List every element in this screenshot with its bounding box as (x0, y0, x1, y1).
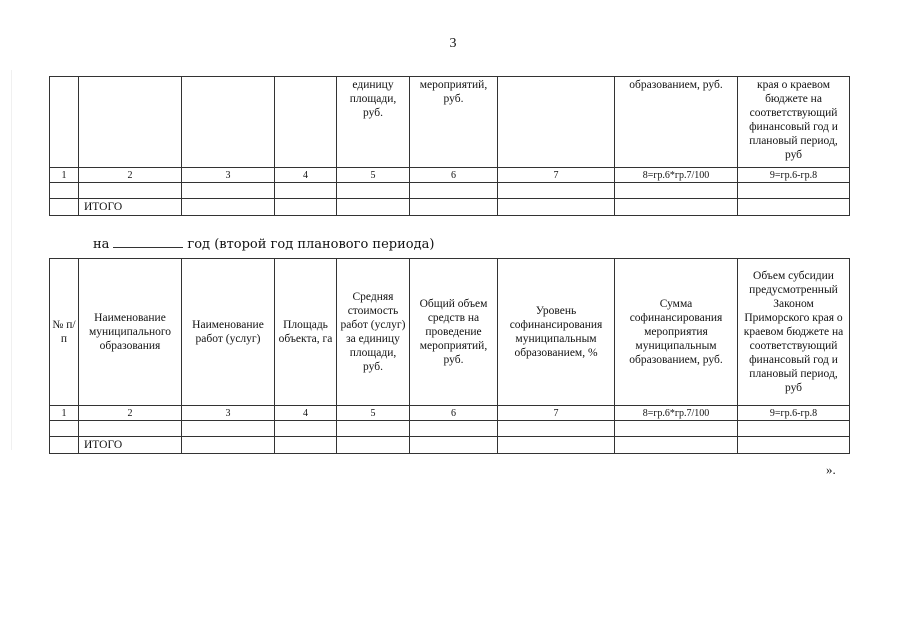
empty-cell (410, 183, 498, 199)
column-number-row (50, 168, 850, 183)
col-number-3: 3 (182, 406, 275, 421)
empty-cell (498, 199, 615, 216)
empty-cell (615, 437, 738, 454)
col-number-6: 6 (410, 168, 498, 183)
empty-row (50, 421, 850, 437)
col-number-3: 3 (182, 168, 275, 183)
heading-suffix: год (второй год планового периода) (187, 237, 435, 252)
col-header-8: Сумма софинансирования мероприятия муниципальным образованием, руб. (615, 259, 738, 406)
col-header-8: образованием, руб. (615, 77, 738, 168)
col-header-7: Уровень софинансирования муниципальным образованием, % (498, 259, 615, 406)
total-row (50, 437, 850, 454)
empty-cell (410, 199, 498, 216)
year-blank-line (113, 236, 183, 248)
col-number-5: 5 (337, 168, 410, 183)
empty-cell (337, 199, 410, 216)
col-number-2: 2 (79, 406, 182, 421)
empty-cell (337, 421, 410, 437)
header-row (50, 259, 850, 406)
col-header-1: № п/п (50, 259, 79, 406)
col-header-5: Средняя стоимость работ (услуг) за единицу площади, руб. (337, 259, 410, 406)
col-number-6: 6 (410, 406, 498, 421)
empty-cell (275, 437, 337, 454)
empty-cell (410, 437, 498, 454)
col-number-9: 9=гр.6-гр.8 (738, 406, 850, 421)
empty-cell (615, 199, 738, 216)
col-header-7 (498, 77, 615, 168)
col-number-8: 8=гр.6*гр.7/100 (615, 168, 738, 183)
col-number-7: 7 (498, 406, 615, 421)
col-number-7: 7 (498, 168, 615, 183)
empty-cell (50, 421, 79, 437)
col-header-4 (275, 77, 337, 168)
col-header-4: Площадь объекта, га (275, 259, 337, 406)
subsidy-table-second-year (49, 258, 850, 454)
col-header-9: края о краевом бюджете на соответствующий финансовый год и плановый период, руб (738, 77, 850, 168)
total-label: ИТОГО (79, 437, 182, 454)
total-label: ИТОГО (79, 199, 182, 216)
col-header-2: Наименование муниципального образования (79, 259, 182, 406)
empty-cell (410, 421, 498, 437)
empty-cell (337, 183, 410, 199)
empty-cell (182, 421, 275, 437)
empty-cell (738, 421, 850, 437)
empty-cell (275, 199, 337, 216)
col-number-2: 2 (79, 168, 182, 183)
empty-cell (615, 421, 738, 437)
empty-cell (182, 437, 275, 454)
section-heading (93, 236, 434, 252)
empty-cell (275, 421, 337, 437)
col-number-4: 4 (275, 168, 337, 183)
scan-edge-mark (11, 70, 12, 450)
total-row (50, 199, 850, 216)
header-row (50, 77, 850, 168)
empty-cell (50, 183, 79, 199)
col-header-2 (79, 77, 182, 168)
empty-cell (182, 199, 275, 216)
page-number: 3 (449, 36, 457, 51)
empty-cell (50, 199, 79, 216)
empty-cell (498, 183, 615, 199)
col-header-1 (50, 77, 79, 168)
col-number-1: 1 (50, 168, 79, 183)
empty-cell (738, 199, 850, 216)
empty-row (50, 183, 850, 199)
empty-cell (50, 437, 79, 454)
empty-cell (738, 183, 850, 199)
empty-cell (498, 421, 615, 437)
col-number-8: 8=гр.6*гр.7/100 (615, 406, 738, 421)
col-header-6: мероприятий, руб. (410, 77, 498, 168)
col-header-3 (182, 77, 275, 168)
empty-cell (275, 183, 337, 199)
empty-cell (182, 183, 275, 199)
col-number-9: 9=гр.6-гр.8 (738, 168, 850, 183)
empty-cell (738, 437, 850, 454)
subsidy-table-continued (49, 76, 850, 216)
col-header-3: Наименование работ (услуг) (182, 259, 275, 406)
col-header-6: Общий объем средств на проведение мероприятий, руб. (410, 259, 498, 406)
empty-cell (79, 183, 182, 199)
heading-prefix: на (93, 237, 110, 252)
col-number-4: 4 (275, 406, 337, 421)
column-number-row (50, 406, 850, 421)
col-number-5: 5 (337, 406, 410, 421)
col-header-5: единицу площади, руб. (337, 77, 410, 168)
empty-cell (498, 437, 615, 454)
empty-cell (337, 437, 410, 454)
empty-cell (615, 183, 738, 199)
empty-cell (79, 421, 182, 437)
col-number-1: 1 (50, 406, 79, 421)
closing-quote-mark: ». (826, 462, 836, 477)
col-header-9: Объем субсидии предусмотренный Законом Приморского края о краевом бюджете на соответствующий финансовый год и плановый период, руб (738, 259, 850, 406)
